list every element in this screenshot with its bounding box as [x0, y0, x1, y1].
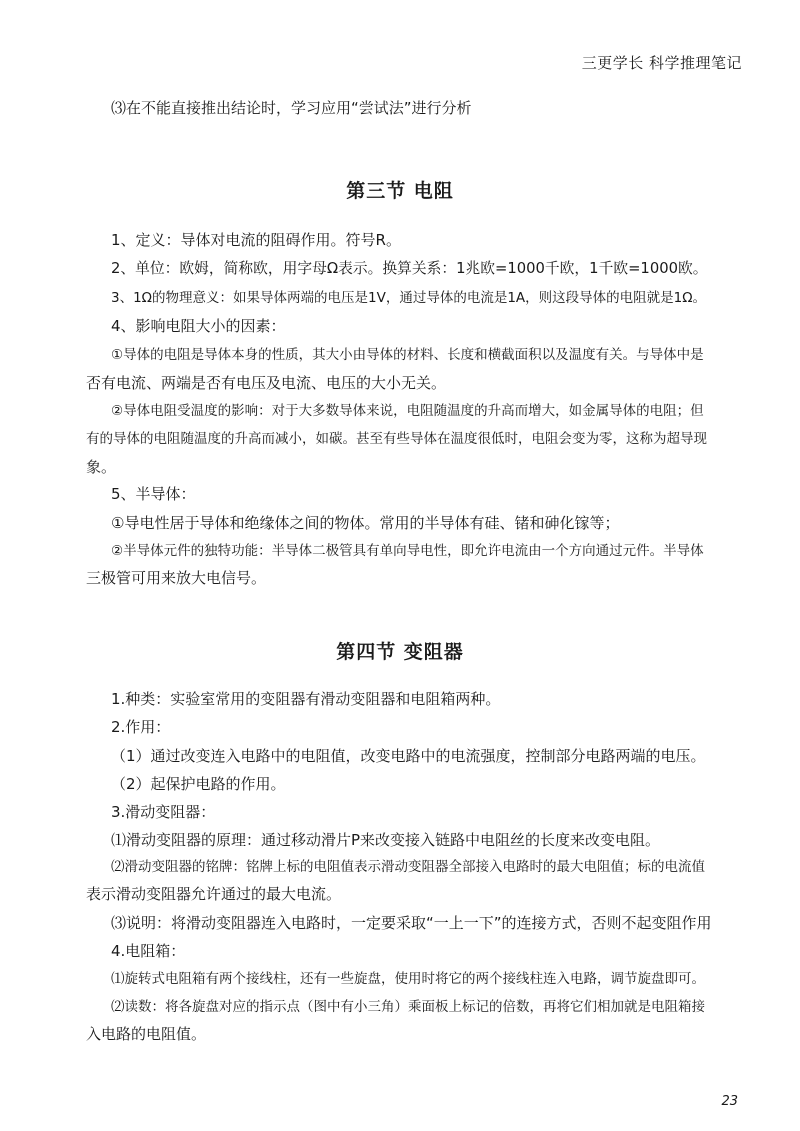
paragraph-line: 4、影响电阻大小的因素：	[111, 317, 286, 335]
paragraph-line: 有的导体的电阻随温度的升高而减小，如碳。甚至有些导体在温度很低时，电阻会变为零，这称为超导现	[86, 431, 707, 447]
paragraph-line: ②半导体元件的独特功能：半导体二极管具有单向导电性，即允许电流由一个方向通过元件。半导体	[111, 543, 704, 559]
intro-line: ⑶在不能直接推出结论时，学习应用“尝试法”进行分析	[111, 99, 472, 117]
paragraph-line: ⑴滑动变阻器的原理：通过移动滑片P来改变接入链路中电阻丝的长度来改变电阻。	[111, 831, 661, 849]
header-note: 三更学长 科学推理笔记	[581, 54, 742, 72]
paragraph-line: 4.电阻箱：	[111, 942, 186, 960]
paragraph-line: ②导体电阻受温度的影响：对于大多数导体来说，电阻随温度的升高而增大，如金属导体的电阻；但	[111, 403, 704, 419]
page-number: 23	[721, 1094, 738, 1109]
paragraph-line: 2、单位：欧姆，简称欧，用字母Ω表示。换算关系：1兆欧=1000千欧，1千欧=1000欧。	[111, 260, 708, 277]
paragraph-line: （1）通过改变连入电路中的电阻值，改变电路中的电流强度，控制部分电路两端的电压。	[111, 747, 706, 765]
paragraph-line: 3、1Ω的物理意义：如果导体两端的电压是1V，通过导体的电流是1A，则这段导体的电阻就是1Ω。	[111, 290, 707, 306]
paragraph-line: 1.种类：实验室常用的变阻器有滑动变阻器和电阻箱两种。	[111, 690, 501, 708]
paragraph-line: 5、半导体：	[111, 485, 196, 503]
paragraph-line: ⑵读数：将各旋盘对应的指示点（图中有小三角）乘面板上标记的倍数，再将它们相加就是电阻箱接	[111, 999, 705, 1015]
paragraph-line: 否有电流、两端是否有电压及电流、电压的大小无关。	[86, 374, 447, 392]
paragraph-line: 象。	[86, 458, 117, 476]
paragraph-line: 入电路的电阻值。	[86, 1025, 207, 1043]
paragraph-line: 3.滑动变阻器：	[111, 803, 216, 821]
paragraph-line: 1、定义：导体对电流的阻碍作用。符号R。	[111, 231, 401, 249]
section3-title: 第三节 电阻	[346, 180, 454, 202]
paragraph-line: 表示滑动变阻器允许通过的最大电流。	[86, 885, 342, 903]
paragraph-line: 2.作用：	[111, 718, 171, 736]
paragraph-line: （2）起保护电路的作用。	[111, 775, 286, 793]
paragraph-line: 三极管可用来放大电信号。	[86, 569, 267, 587]
paragraph-line: ⑴旋转式电阻箱有两个接线柱，还有一些旋盘，使用时将它的两个接线柱连入电路，调节旋盘即可。	[111, 971, 705, 987]
paragraph-line: ①导体的电阻是导体本身的性质，其大小由导体的材料、长度和横截面积以及温度有关。与导体中是	[111, 347, 704, 363]
paragraph-line: ⑵滑动变阻器的铭牌：铭牌上标的电阻值表示滑动变阻器全部接入电路时的最大电阻值；标的电流值	[111, 859, 705, 875]
section4-title: 第四节 变阻器	[336, 641, 464, 663]
paragraph-line: ⑶说明：将滑动变阻器连入电路时，一定要采取“一上一下”的连接方式，否则不起变阻作用	[111, 914, 712, 932]
paragraph-line: ①导电性居于导体和绝缘体之间的物体。常用的半导体有硅、锗和砷化镓等；	[111, 514, 620, 532]
